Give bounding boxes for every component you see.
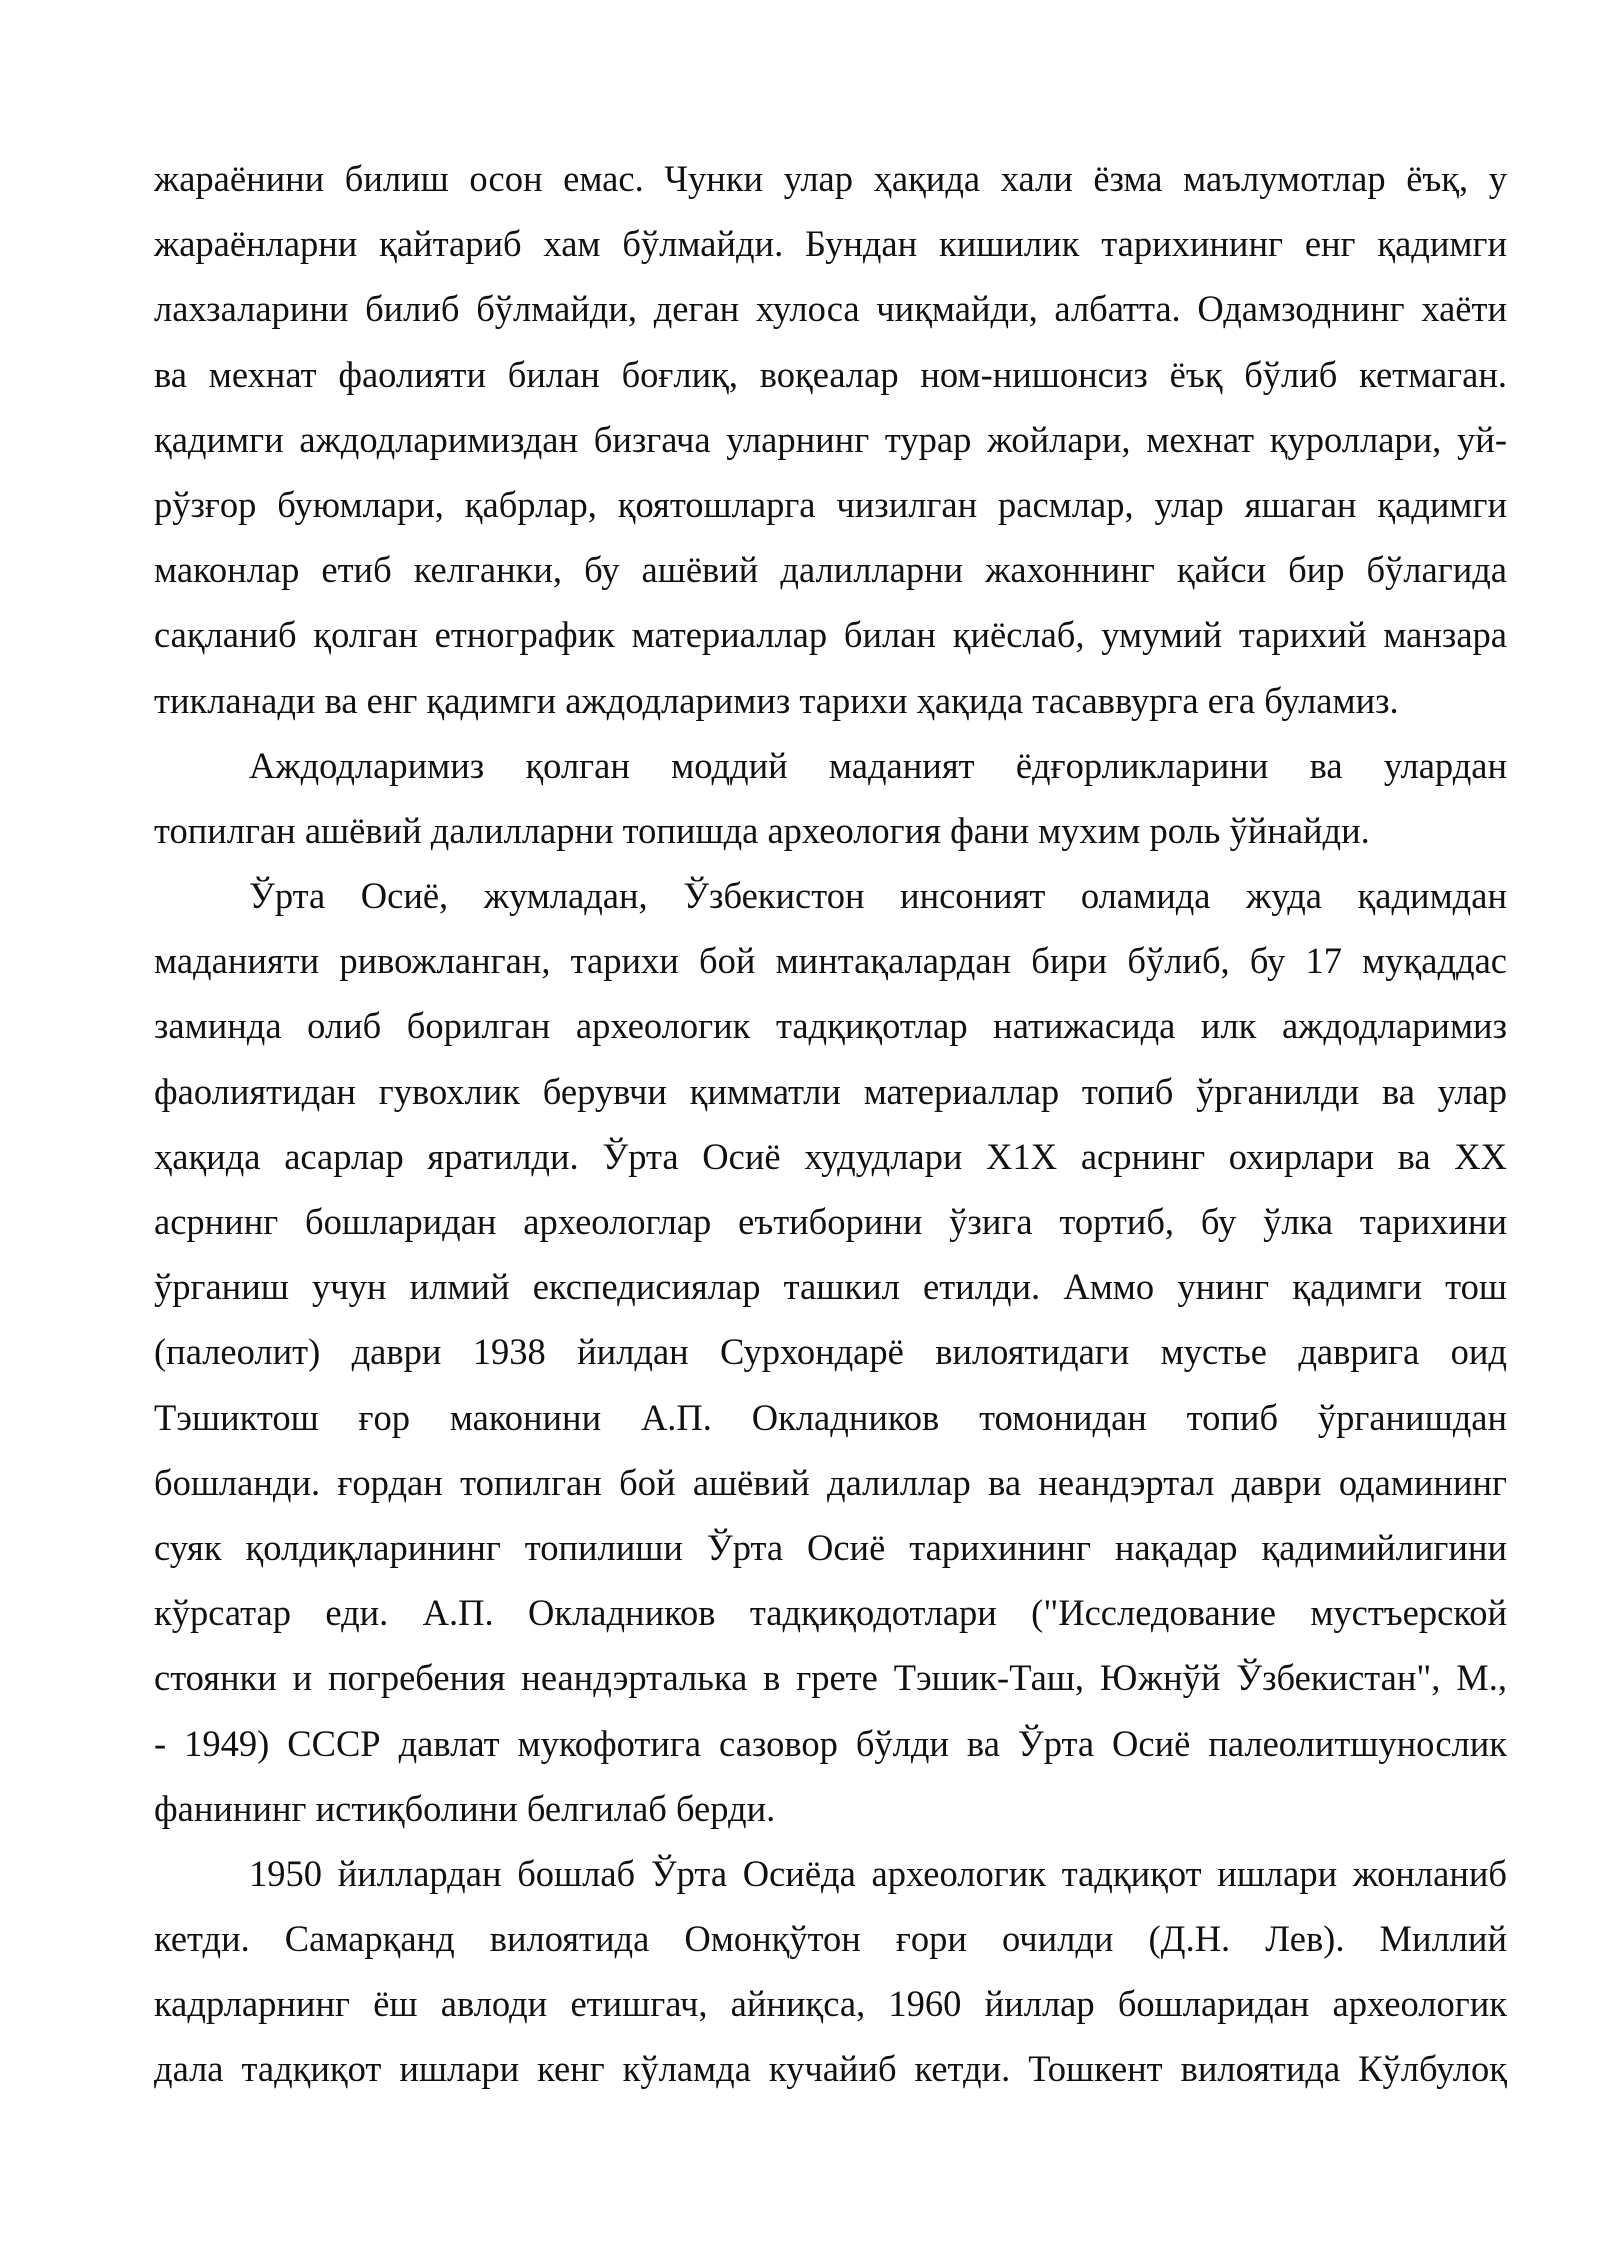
body-text bbox=[154, 146, 1507, 2102]
text-line: Ўрта Осиё, жумладан, Ўзбекистон инсоният оламида жуда қадимдан bbox=[249, 875, 1507, 917]
text-line: кадрларнинг ёш авлоди етишгач, айниқса, 1960 йиллар бошларидан археологик bbox=[154, 1983, 1507, 2025]
text-line: кўрсатар еди. А.П. Окладников тадқиқодотлари ("Исследование мустъерской bbox=[154, 1592, 1507, 1634]
paragraph bbox=[154, 146, 1507, 733]
text-line: рўзғор буюмлари, қабрлар, қоятошларга чизилган расмлар, улар яшаган қадимги bbox=[154, 483, 1507, 525]
text-line: жараёнини билиш осон емас. Чунки улар ҳақида хали ёзма маълумотлар ёъқ, у bbox=[154, 158, 1507, 199]
text-line: лахзаларини билиб бўлмайди, деган хулоса чиқмайди, албатта. Одамзоднинг хаёти bbox=[154, 288, 1507, 330]
text-line: фаолиятидан гувохлик берувчи қимматли материаллар топиб ўрганилди ва улар bbox=[154, 1070, 1507, 1112]
paragraph bbox=[154, 1841, 1507, 2102]
paragraph bbox=[154, 733, 1507, 863]
text-line: қадимги аждодларимиздан бизгача уларнинг турар жойлари, мехнат қуроллари, уй- bbox=[154, 418, 1507, 460]
text-line: бошланди. ғордан топилган бой ашёвий далиллар ва неандэртал даври одамининг bbox=[154, 1461, 1507, 1503]
text-line: тикланади ва енг қадимги аждодларимиз тарихи ҳақида тасаввурга ега буламиз. bbox=[154, 679, 1399, 721]
text-line: маданияти ривожланган, тарихи бой минтақалардан бири бўлиб, бу 17 муқаддас bbox=[154, 940, 1507, 982]
text-line: ҳақида асарлар яратилди. Ўрта Осиё худудлари Х1Х асрнинг охирлари ва ХХ bbox=[154, 1135, 1507, 1177]
text-line: - 1949) СССР давлат мукофотига сазовор бўлди ва Ўрта Осиё палеолитшунослик bbox=[154, 1722, 1507, 1764]
document-page bbox=[154, 146, 1507, 2102]
text-line: Аждодларимиз қолган моддий маданият ёдғорликларини ва улардан bbox=[249, 744, 1507, 786]
paragraph bbox=[154, 863, 1507, 1841]
text-line: дала тадқиқот ишлари кенг кўламда кучайиб кетди. Тошкент вилоятида Кўлбулоқ bbox=[154, 2048, 1507, 2090]
text-line: 1950 йиллардан бошлаб Ўрта Осиёда археологик тадқиқот ишлари жонланиб bbox=[249, 1852, 1507, 1894]
text-line: суяк қолдиқларининг топилиши Ўрта Осиё тарихининг нақадар қадимийлигини bbox=[154, 1526, 1507, 1568]
text-line: заминда олиб борилган археологик тадқиқотлар натижасида илк аждодларимиз bbox=[154, 1005, 1507, 1047]
text-line: маконлар етиб келганки, бу ашёвий далилларни жахоннинг қайси бир бўлагида bbox=[154, 549, 1507, 591]
text-line: асрнинг бошларидан археологлар еътиборини ўзига тортиб, бу ўлка тарихини bbox=[154, 1201, 1507, 1242]
text-line: Тэшиктош ғор маконини А.П. Окладников томонидан топиб ўрганишдан bbox=[154, 1396, 1507, 1438]
text-line: жараёнларни қайтариб хам бўлмайди. Бундан кишилик тарихининг енг қадимги bbox=[154, 223, 1507, 265]
text-line: ва мехнат фаолияти билан боғлиқ, воқеалар ном-нишонсиз ёъқ бўлиб кетмаган. bbox=[154, 353, 1507, 395]
text-line: (палеолит) даври 1938 йилдан Сурхондарё вилоятидаги мустье даврига оид bbox=[154, 1331, 1507, 1373]
text-line: ўрганиш учун илмий експедисиялар ташкил етилди. Аммо унинг қадимги тош bbox=[154, 1266, 1507, 1308]
text-line: сақланиб қолган етнографик материаллар билан қиёслаб, умумий тарихий манзара bbox=[154, 614, 1507, 656]
text-line: кетди. Самарқанд вилоятида Омонқўтон ғори очилди (Д.Н. Лев). Миллий bbox=[154, 1918, 1507, 1960]
text-line: стоянки и погребения неандэрталька в грете Тэшик-Таш, Южнўй Ўзбекистан", М., bbox=[154, 1657, 1507, 1699]
text-line: топилган ашёвий далилларни топишда археология фани мухим роль ўйнайди. bbox=[154, 809, 1370, 851]
text-line: фанининг истиқболини белгилаб берди. bbox=[154, 1787, 776, 1829]
